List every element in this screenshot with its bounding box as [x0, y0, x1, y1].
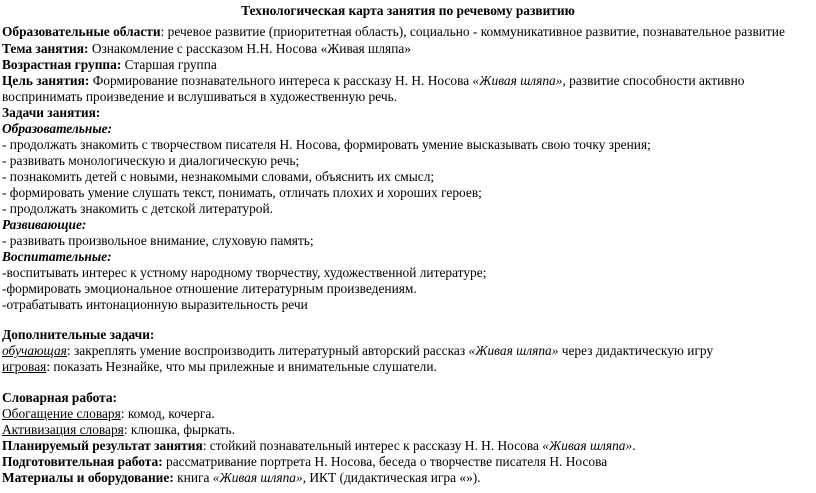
educational-areas-text: : речевое развитие (приоритетная область), социально - коммуникативное развитие, познавательное развитие [160, 24, 785, 39]
teaching-book-title: «Живая шляпа» [468, 343, 559, 358]
educational-item: - развивать монологическую и диалогическую речь; [2, 153, 300, 168]
upbringing-item: -формировать эмоциональное отношение литературным произведениям. [2, 281, 417, 296]
goal-line-2: воспринимать произведение и вслушиваться в художественную речь. [2, 89, 398, 104]
educational-areas-line [2, 24, 785, 40]
materials-line: Материалы и оборудование: книга «Живая шляпа», ИКТ (дидактическая игра «»). [2, 470, 481, 485]
planned-result-label: Планируемый результат занятия [2, 438, 203, 453]
goal-text: Формирование познавательного интереса к рассказу Н. Н. Носова [89, 73, 473, 88]
educational-item: - формировать умение слушать текст, понимать, отличать плохих и хороших героев; [2, 185, 482, 200]
educational-item: - продолжать знакомить с детской литературой. [2, 201, 274, 216]
goal-book-title: «Живая шляпа» [472, 73, 563, 88]
upbringing-item: -воспитывать интерес к устному народному творчеству, художественной литературе; [2, 265, 487, 280]
developing-item: - развивать произвольное внимание, слуховую память; [2, 233, 314, 248]
goal-label: Цель занятия: [2, 73, 90, 88]
additional-tasks-heading: Дополнительные задачи: [2, 327, 155, 342]
goal-line [2, 73, 744, 89]
materials-label: Материалы и оборудование: [2, 470, 174, 485]
result-book-title: «Живая шляпа» [542, 438, 633, 453]
teaching-task-line: обучающая: закреплять умение воспроизводить литературный авторский рассказ «Живая шляпа» через дидактическую игру [2, 343, 714, 358]
developing-heading: Развивающие: [2, 217, 87, 232]
teaching-task-label: обучающая [2, 343, 67, 358]
educational-areas-label: Образовательные области [2, 24, 161, 39]
planned-result-line: Планируемый результат занятия: стойкий познавательный интерес к рассказу Н. Н. Носова «Живая шляпа». [2, 438, 636, 453]
upbringing-heading: Воспитательные: [2, 249, 112, 264]
age-group-line [2, 57, 217, 73]
vocabulary-enrich-line: Обогащение словаря: комод, кочерга. [2, 406, 215, 421]
topic-line [2, 41, 411, 57]
document-title: Технологическая карта занятия по речевому развитию [241, 3, 575, 18]
vocabulary-enrich-label: Обогащение словаря [2, 406, 121, 421]
materials-book-title: «Живая шляпа» [212, 470, 303, 485]
age-group-text: Старшая группа [121, 57, 217, 72]
game-task-line: игровая: показать Незнайке, что мы прилежные и внимательные слушатели. [2, 359, 437, 374]
educational-item: - продолжать знакомить с творчеством писателя Н. Носова, формировать умение высказывать свою точку зрения; [2, 137, 651, 152]
vocabulary-heading: Словарная работа: [2, 390, 117, 405]
vocabulary-activate-label: Активизация словаря [2, 422, 124, 437]
topic-text: Ознакомление с рассказом Н.Н. Носова «Живая шляпа» [88, 41, 411, 56]
preparation-line: Подготовительная работа: рассматривание портрета Н. Носова, беседа о творчестве писателя Н. Носова [2, 454, 608, 469]
educational-item: - познакомить детей с новыми, незнакомыми словами, объяснить их смысл; [2, 169, 435, 184]
age-group-label: Возрастная группа: [2, 57, 122, 72]
game-task-label: игровая [2, 359, 47, 374]
educational-heading: Образовательные: [2, 121, 113, 136]
topic-label: Тема занятия: [2, 41, 89, 56]
goal-text-end: , развитие способности активно [562, 73, 745, 88]
vocabulary-activate-line: Активизация словаря: клюшка, фыркать. [2, 422, 235, 437]
upbringing-item: -отрабатывать интонационную выразительность речи [2, 297, 308, 312]
tasks-heading: Задачи занятия: [2, 105, 101, 120]
preparation-label: Подготовительная работа: [2, 454, 163, 469]
